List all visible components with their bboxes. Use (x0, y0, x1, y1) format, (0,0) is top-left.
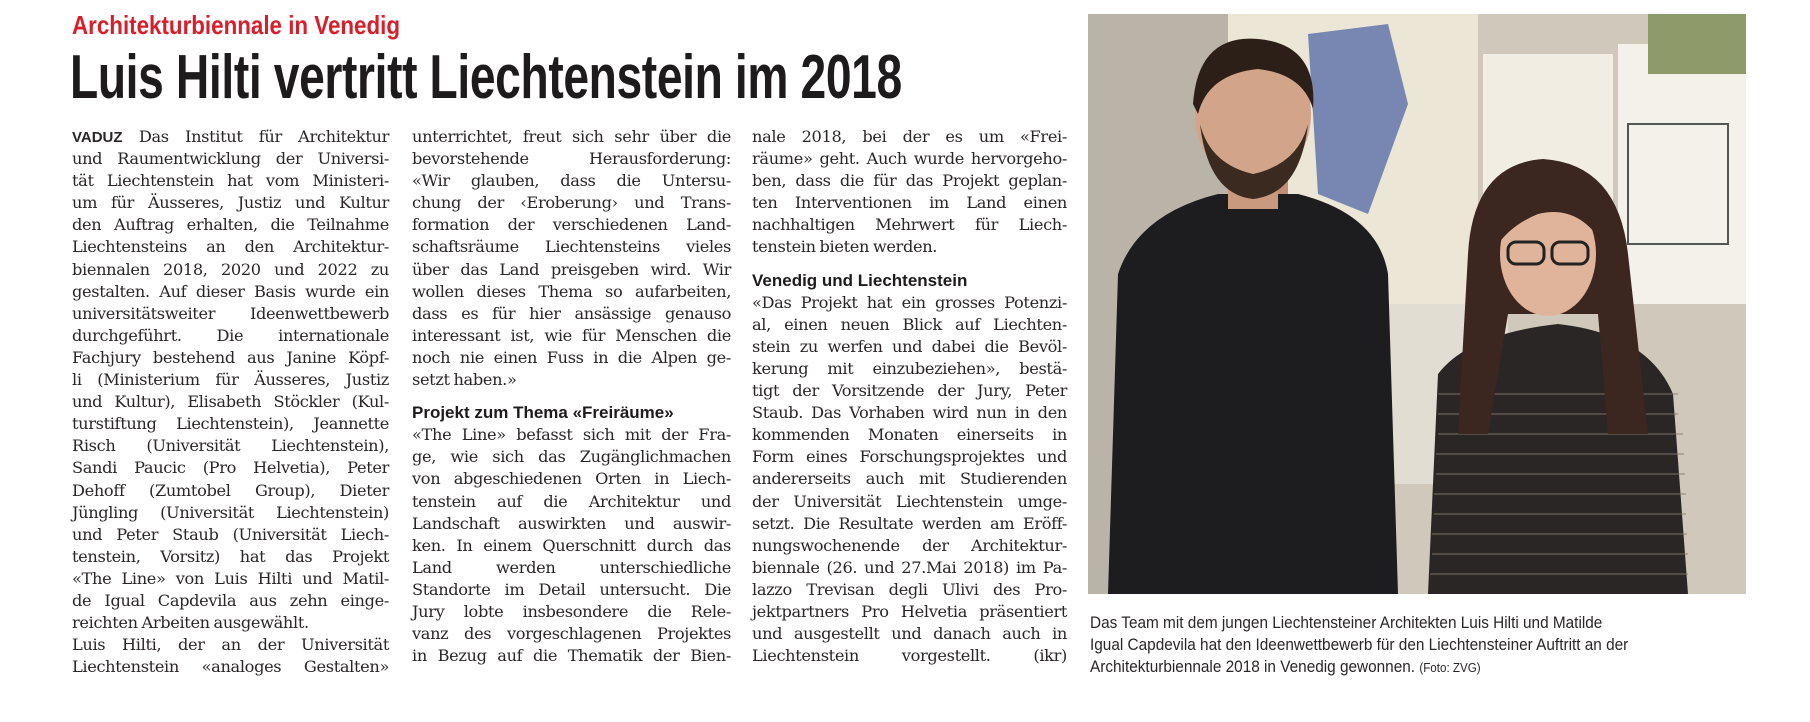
caption-line-text: Architekturbiennale 2018 in Venedig gewonnen. (1090, 658, 1416, 676)
text-line: um für Äusseres, Justiz und Kultur (72, 193, 389, 213)
text-line: «Wir glauben, dass die Untersu- (412, 171, 731, 191)
text-line: Jüngling (Universität Liechtenstein) (72, 502, 389, 522)
text-line: tenstein bieten werden. (752, 237, 938, 257)
text-line: schaftsräume Liechtensteins vieles (412, 237, 731, 257)
text-line: nachhaltigen Mehrwert für Liech- (752, 215, 1067, 235)
team-photo-illustration (1088, 14, 1746, 594)
photo-caption (1090, 612, 1704, 679)
text-line: und Peter Staub (Universität Liech- (72, 524, 389, 544)
text-line: ge, wie sich das Zugänglichmachen (412, 447, 731, 467)
text-line: «Das Projekt hat ein grosses Potenzi- (752, 292, 1067, 312)
text-line: tät Liechtenstein hat vom Ministeri- (72, 171, 389, 191)
text-line: interessant ist, wie für Menschen die (412, 325, 731, 345)
text-line: lazzo Trevisan degli Ulivi des Pro- (752, 579, 1067, 599)
text-line: von abgeschiedenen Orten in Liech- (412, 469, 731, 489)
text-line: Luis Hilti, der an der Universität (72, 635, 389, 655)
text-line: li (Ministerium für Äusseres, Justiz (72, 370, 389, 390)
text-line: Fachjury bestehend aus Janine Köpf- (72, 347, 389, 367)
text-line: dass es für hier ansässige genauso (412, 303, 731, 323)
text-line: ken. In einem Querschnitt durch das (412, 535, 731, 555)
text-line: bevorstehende Herausforderung: (412, 149, 731, 169)
text-line: de Igual Capdevila aus zehn einge- (72, 590, 389, 610)
subheading: Projekt zum Thema «Freiräume» (412, 403, 674, 423)
text-line-content: Das Institut für Architektur (122, 127, 389, 146)
text-line: in Bezug auf die Thematik der Bien- (412, 646, 731, 666)
caption-line: Das Team mit dem jungen Liechtensteiner Architekten Luis Hilti und Matilde (1090, 614, 1603, 632)
text-line: Liechtensteins an den Architektur- (72, 237, 389, 257)
article-headline: Luis Hilti vertritt Liechtenstein im 2018 (70, 43, 902, 112)
text-line: Landschaft auswirkten und auswir- (412, 513, 731, 533)
text-line: kommenden Monaten einerseits in (752, 425, 1067, 445)
text-line: Standorte im Detail untersucht. Die (412, 579, 731, 599)
text-line: der Universität Liechtenstein umge- (752, 491, 1067, 511)
text-line: unterrichtet, freut sich sehr über die (412, 127, 731, 146)
text-line: Staub. Das Vorhaben wird nun in den (752, 403, 1067, 423)
text-line: reichten Arbeiten ausgewählt. (72, 613, 309, 633)
text-line: jektpartners Pro Helvetia präsentiert (752, 601, 1067, 621)
text-line: kerung mit einzubeziehen», bestä- (752, 358, 1067, 378)
text-line: ben, dass die für das Projekt geplan- (752, 171, 1067, 191)
article-column-3 (752, 126, 1067, 667)
text-line: stein zu werfen und dabei die Bevöl- (752, 336, 1067, 356)
caption-line: Igual Capdevila hat den Ideenwettbewerb für den Liechtensteiner Auftritt an der (1090, 636, 1629, 654)
text-line: Risch (Universität Liechtenstein), (72, 436, 389, 456)
text-line: chung der ‹Eroberung› und Trans- (412, 193, 731, 213)
text-line: Land werden unterschiedliche (412, 557, 731, 577)
text-line: tenstein auf die Architektur und (412, 491, 731, 511)
text-line: turstiftung Liechtenstein), Jeannette (72, 414, 389, 434)
text-line: setzt haben.» (412, 370, 517, 390)
text-line: al, einen neuen Blick auf Liechten- (752, 314, 1067, 334)
text-line: vanz des vorgeschlagenen Projektes (412, 624, 731, 644)
text-line: Form eines Forschungsprojektes und (752, 447, 1067, 467)
text-line: und Kultur), Elisabeth Stöckler (Kul- (72, 392, 389, 412)
dateline: VADUZ (72, 129, 123, 146)
article-column-1 (72, 126, 389, 678)
article-column-2 (412, 126, 731, 667)
text-line: universitätsweiter Ideenwettbewerb (72, 303, 389, 323)
text-line: durchgeführt. Die internationale (72, 325, 389, 345)
text-line: formation der verschiedenen Land- (412, 215, 731, 235)
article-kicker: Architekturbiennale in Venedig (72, 10, 401, 40)
text-line: und Raumentwicklung der Universi- (72, 149, 389, 169)
text-line: andererseits auch mit Studierenden (752, 469, 1067, 489)
caption-line (1090, 656, 1704, 679)
text-line: den Auftrag erhalten, die Teilnahme (72, 215, 389, 235)
text-line: tigt der Vorsitzende der Jury, Peter (752, 381, 1067, 401)
text-line: und ausgestellt und danach auch in (752, 624, 1067, 644)
text-line: gestalten. Auf dieser Basis wurde ein (72, 281, 389, 301)
text-line: biennalen 2018, 2020 und 2022 zu (72, 259, 389, 279)
text-line: Sandi Paucic (Pro Helvetia), Peter (72, 458, 389, 478)
text-line (72, 126, 389, 148)
text-line: setzt. Die Resultate werden am Eröff- (752, 513, 1067, 533)
text-line: ten Interventionen im Land einen (752, 193, 1067, 213)
text-line: nungswochenende der Architektur- (752, 535, 1067, 555)
text-line: über das Land preisgeben wird. Wir (412, 259, 731, 279)
text-line: Liechtenstein «analoges Gestalten» (72, 657, 389, 677)
text-line: «The Line» befasst sich mit der Fra- (412, 425, 731, 445)
text-line: Dehoff (Zumtobel Group), Dieter (72, 480, 389, 500)
text-line: Liechtenstein vorgestellt. (ikr) (752, 646, 1067, 666)
text-line: biennale (26. und 27.Mai 2018) im Pa- (752, 557, 1067, 577)
text-line: Jury lobte insbesondere die Rele- (412, 601, 731, 621)
text-line: noch nie einen Fuss in die Alpen ge- (412, 347, 731, 367)
photo-credit: (Foto: ZVG) (1419, 661, 1481, 675)
text-line: tenstein, Vorsitz) hat das Projekt (72, 546, 389, 566)
text-line: räume» geht. Auch wurde hervorgeho- (752, 149, 1067, 169)
text-line: «The Line» von Luis Hilti und Matil- (72, 568, 389, 588)
text-line: wollen dieses Thema so aufarbeiten, (412, 281, 731, 301)
subheading: Venedig und Liechtenstein (752, 270, 968, 290)
text-line: nale 2018, bei der es um «Frei- (752, 127, 1067, 146)
article-photo (1088, 14, 1746, 594)
